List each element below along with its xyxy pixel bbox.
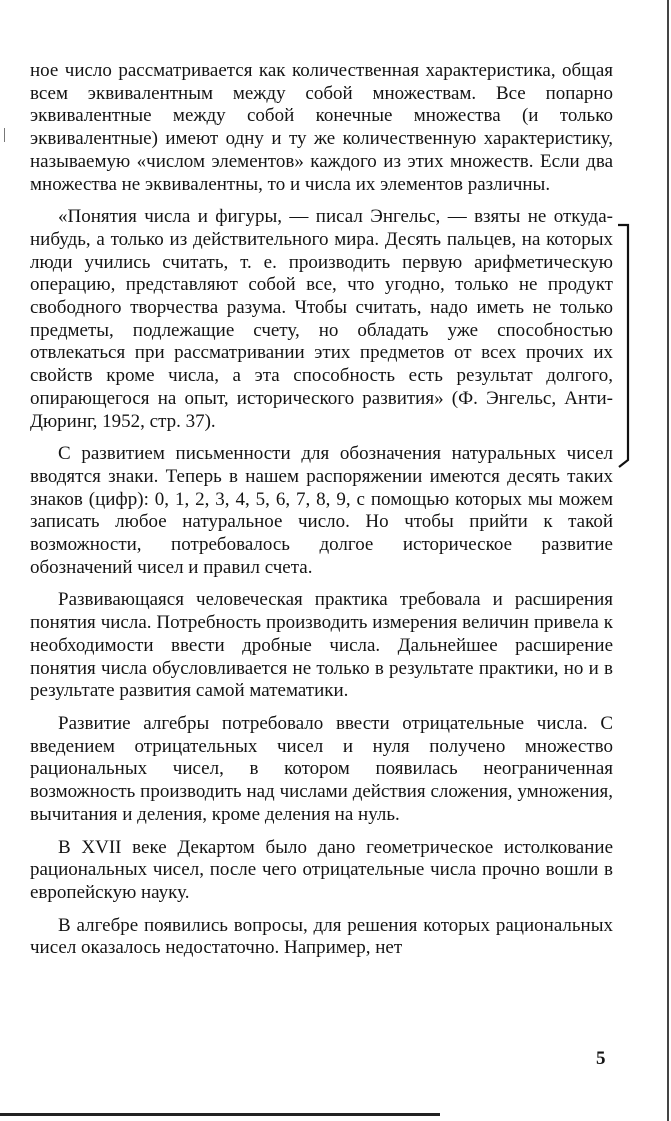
bottom-rule (0, 1113, 440, 1116)
paragraph-3: С развитием письменности для обозначения натуральных чисел вводятся знаки. Теперь в нашем распоряжении имеются десять таких знаков (цифр): 0, 1, 2, 3, 4, 5, 6, 7, 8, 9, с помощью которых мы можем записать любое натуральное число. Но чтобы прийти к такой возможности, потребовалось долгое историческое развитие обозначений чисел и правил счета. (30, 443, 613, 578)
paragraph-4: Развивающаяся человеческая практика требовала и расширения понятия числа. Потребность производить измерения величин привела к необходимости ввести дробные числа. Дальнейшее расширение понятия числа обусловливается не только в результате практики, но и в результате развития самой математики. (30, 589, 613, 702)
paragraph-7: В алгебре появились вопросы, для решения которых рациональных чисел оказалось недостаточно. Например, нет (30, 914, 613, 959)
paragraph-6: В XVII веке Декартом было дано геометрическое истолкование рациональных чисел, после чего отрицательные числа прочно вошли в европейскую науку. (30, 836, 613, 903)
body-text (30, 60, 613, 970)
quote-bracket (616, 222, 632, 470)
paragraph-quote-engels: «Понятия числа и фигуры, — писал Энгельс, — взяты не откуда-нибудь, а только из действительного мира. Десять пальцев, на которых люди учились считать, т. е. производить первую арифметическую операцию, представляют собой все, что угодно, только не продукт свободного творчества разума. Чтобы считать, надо иметь не только предметы, подлежащие счету, но обладать уже способностью отвлекаться при рассматривании этих предметов от всех прочих их свойств кроме числа, а эта способность есть результат долгого, опирающегося на опыт, исторического развития» (Ф. Энгельс, Анти-Дюринг, 1952, стр. 37). (30, 206, 613, 432)
page-edge (667, 0, 669, 1121)
paragraph-1: ное число рассматривается как количественная характеристика, общая всем эквивалентным между собой множествам. Все попарно эквивалентные между собой конечные множества (и только эквивалентные) имеют одну и ту же количественную характеристику, называемую «числом элементов» каждого из этих множеств. Если два множества не эквивалентны, то и числа их элементов различны. (30, 60, 613, 195)
page-number: 5 (596, 1048, 606, 1069)
margin-mark (4, 128, 5, 142)
paragraph-5: Развитие алгебры потребовало ввести отрицательные числа. С введением отрицательных чисел и нуля получено множество рациональных чисел, в котором появилась неограниченная возможность производить над числами действия сложения, умножения, вычитания и деления, кроме деления на нуль. (30, 712, 613, 825)
